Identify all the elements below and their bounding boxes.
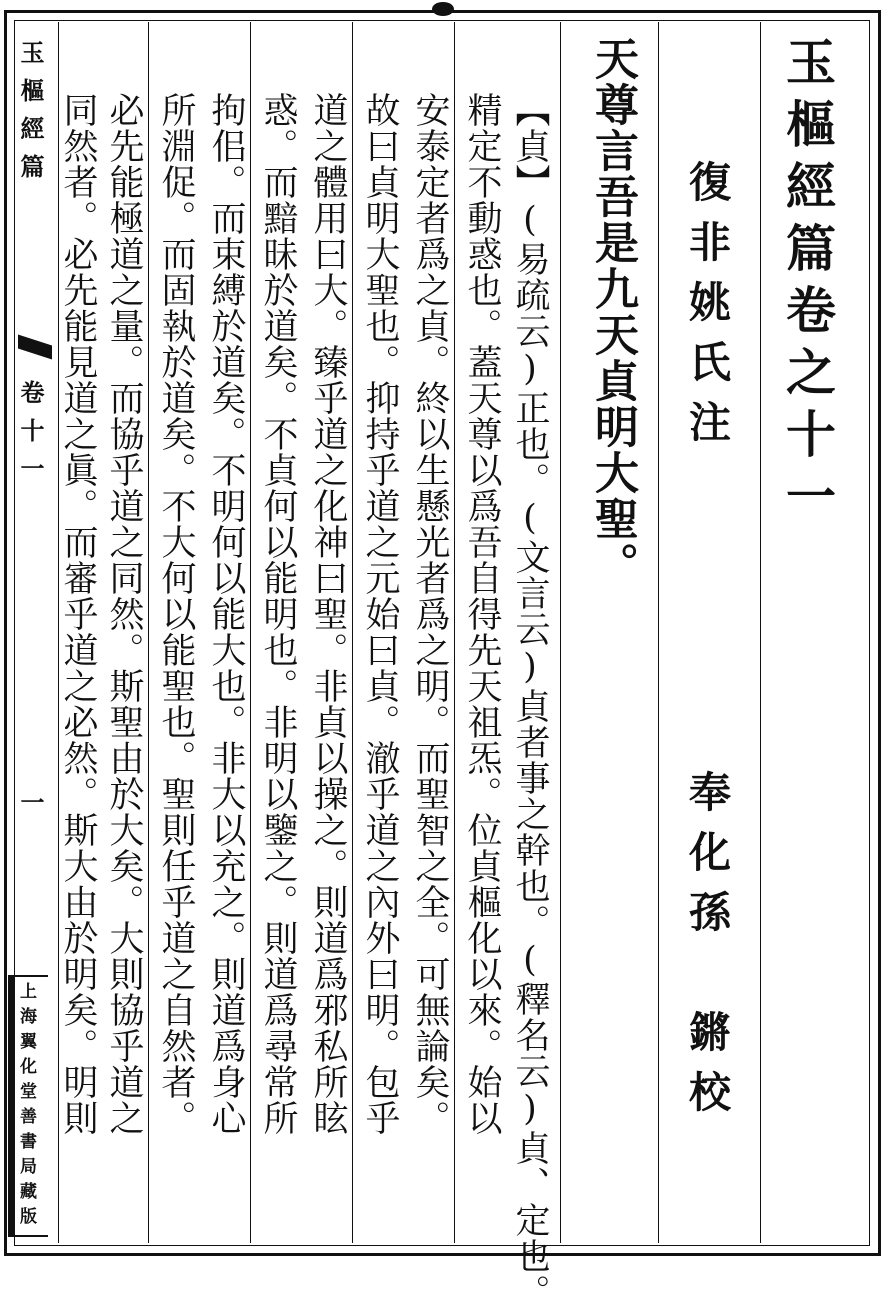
column-rule bbox=[148, 22, 149, 1243]
book-title: 玉樞經篇卷之十一 bbox=[778, 36, 837, 532]
publisher-colophon: 上海翼化堂善書局藏版 bbox=[16, 982, 36, 1232]
body-column: 精定不動惑也。蓋天尊以爲吾自得先天祖炁。位貞樞化以來。始以 bbox=[462, 92, 502, 1136]
margin-volume: 卷十一 bbox=[16, 380, 45, 494]
body-column: 必先能極道之量。而協乎道之同然。斯聖由於大矣。大則協乎道之 bbox=[104, 92, 144, 1136]
margin-page-number: 一 bbox=[16, 790, 45, 828]
body-column: 道之體用曰大。臻乎道之化神曰聖。非貞以操之。則道爲邪私所眩 bbox=[308, 92, 348, 1136]
body-column: 同然者。必先能見道之眞。而審乎道之必然。斯大由於明矣。明則 bbox=[58, 92, 98, 1136]
column-rule bbox=[454, 22, 455, 1243]
column-rule bbox=[352, 22, 353, 1243]
column-rule bbox=[250, 22, 251, 1243]
column-rule bbox=[560, 22, 561, 1243]
body-column: 所淵促。而固執於道矣。不大何以能聖也。聖則任乎道之自然者。 bbox=[156, 92, 196, 1136]
annotator-line: 復非姚氏注 bbox=[683, 160, 732, 460]
column-rule bbox=[658, 22, 659, 1243]
body-column: 惑。而黯昧於道矣。不貞何以能明也。非明以鑒之。則道爲尋常所 bbox=[258, 92, 298, 1136]
body-column: 【貞】(易疏云)正也。(文言云)貞者事之幹也。(釋名云)貞、定也。 bbox=[510, 92, 550, 1310]
column-rule bbox=[760, 22, 761, 1243]
body-column: 安泰定者爲之貞。終以生懸光者爲之明。而聖智之全。可無論矣。 bbox=[410, 92, 450, 1136]
editor-line: 奉化孫 鏘校 bbox=[683, 770, 732, 1130]
body-column: 故曰貞明大聖也。抑持乎道之元始曰貞。澈乎道之內外曰明。包乎 bbox=[360, 92, 400, 1136]
margin-book-title: 玉樞經篇 bbox=[16, 40, 45, 192]
scripture-heading: 天尊言吾是九天貞明大聖。 bbox=[587, 36, 638, 588]
body-column: 拘佀。而束縛於道矣。不明何以能大也。非大以充之。則道爲身心 bbox=[206, 92, 246, 1136]
